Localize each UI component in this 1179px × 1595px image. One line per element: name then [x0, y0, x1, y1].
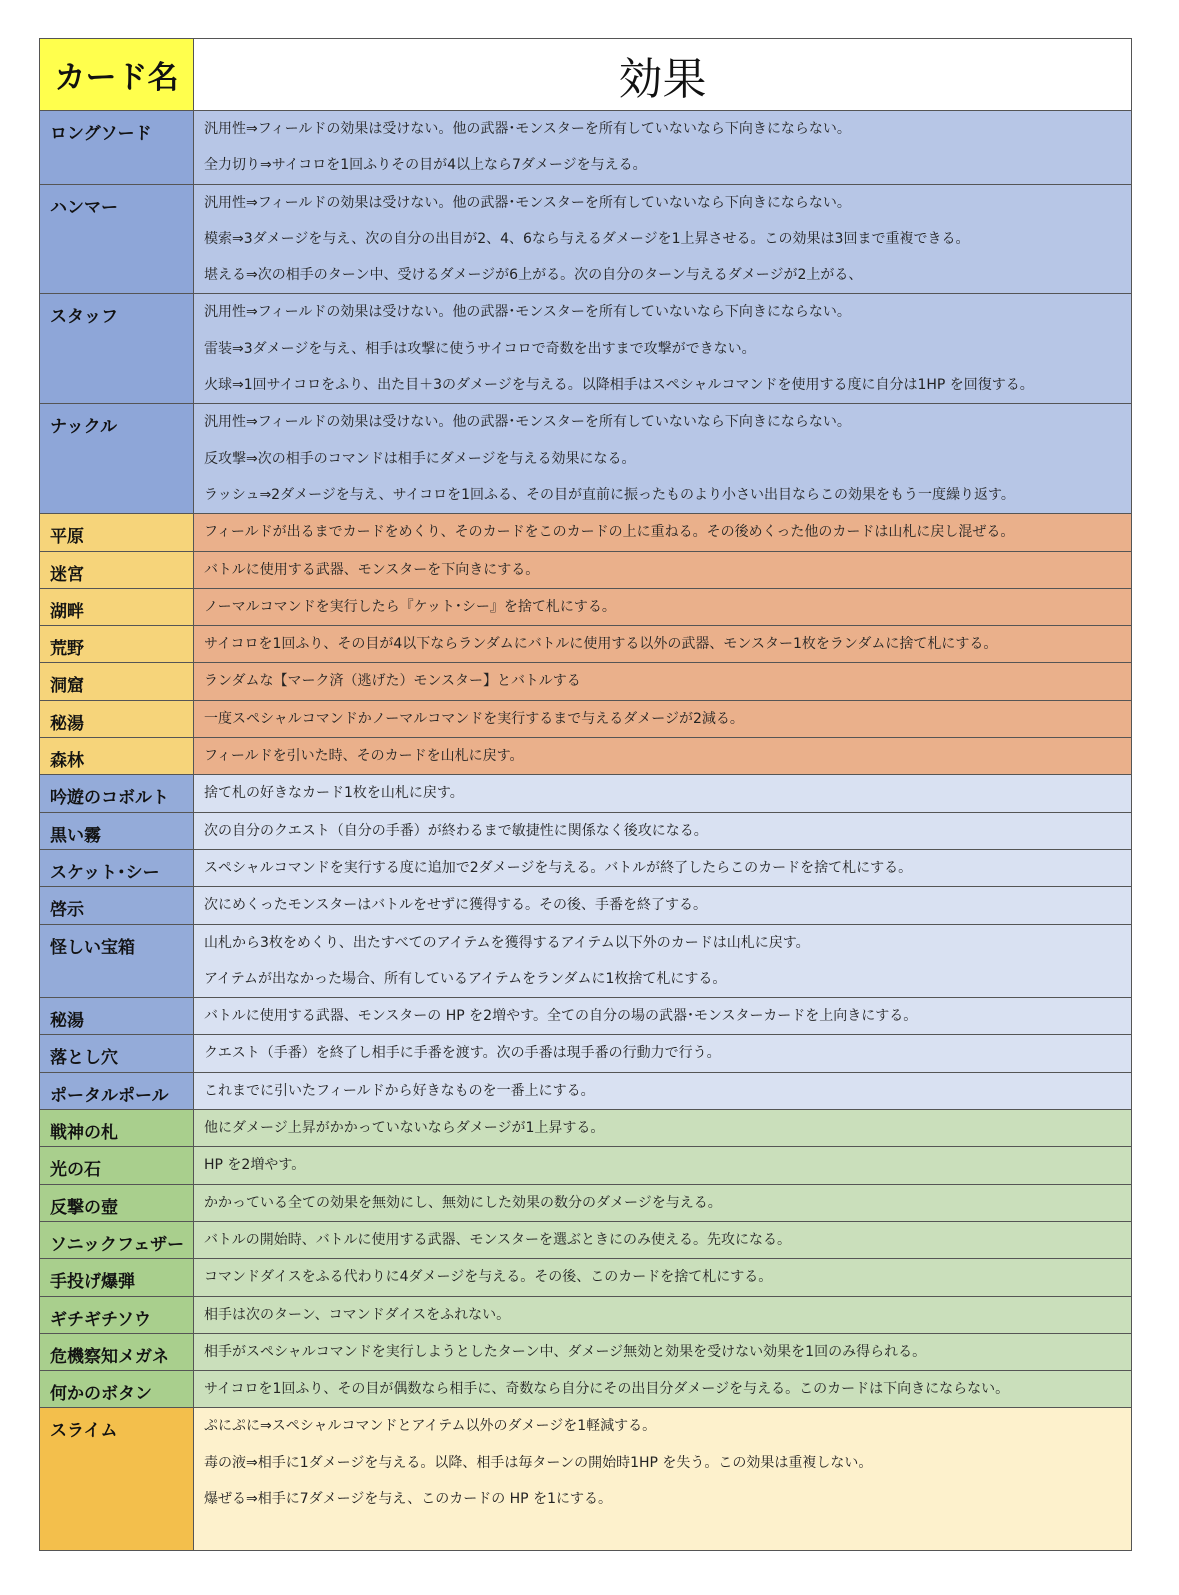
card-effect [194, 1035, 1132, 1072]
card-effect [194, 812, 1132, 849]
row-padding [204, 1517, 1131, 1550]
card-effect [194, 404, 1132, 514]
card-row [40, 1259, 1132, 1296]
effect-line: ノーマルコマンドを実行したら『ケット･シー』を捨て札にする。 [204, 598, 616, 615]
effect-line: 毒の液⇒相手に1ダメージを与える。以降、相手は毎ターンの開始時1HP を失う。この効果は重複しない。 [204, 1454, 873, 1471]
card-name: ギチギチソウ [40, 1296, 194, 1333]
card-name: 湖畔 [40, 588, 194, 625]
effect-line: 他にダメージ上昇がかかっていないならダメージが1上昇する。 [204, 1120, 605, 1137]
card-row [40, 700, 1132, 737]
effect-line: スペシャルコマンドを実行する度に追加で2ダメージを与える。バトルが終了したらこのカードを捨て札にする。 [204, 859, 913, 876]
effect-line: バトルに使用する武器、モンスターを下向きにする。 [204, 561, 540, 578]
effect-line: 汎用性⇒フィールドの効果は受けない。他の武器･モンスターを所有していないなら下向きにならない。 [204, 304, 851, 321]
card-effect [194, 1147, 1132, 1184]
card-row [40, 111, 1132, 185]
effect-line: 一度スペシャルコマンドかノーマルコマンドを実行するまで与えるダメージが2減る。 [204, 710, 744, 727]
effect-line: サイコロを1回ふり、その目が偶数なら相手に、奇数なら自分にその出目分ダメージを与える。このカードは下向きにならない。 [204, 1381, 1010, 1398]
effect-line: 山札から3枚をめくり、出たすべてのアイテムを獲得するアイテム以下外のカードは山札に戻す。 [204, 934, 810, 951]
effect-line: 火球⇒1回サイコロをふり、出た目＋3のダメージを与える。以降相手はスペシャルコマンドを使用する度に自分は1HP を回復する。 [204, 377, 1034, 394]
effect-line: バトルに使用する武器、モンスターの HP を2増やす。全ての自分の場の武器･モンスターカードを上向きにする。 [204, 1008, 918, 1025]
card-row [40, 404, 1132, 514]
effect-line: 汎用性⇒フィールドの効果は受けない。他の武器･モンスターを所有していないなら下向きにならない。 [204, 194, 851, 211]
effect-line: クエスト（手番）を終了し相手に手番を渡す。次の手番は現手番の行動力で行う。 [204, 1045, 721, 1062]
header-row [40, 39, 1132, 111]
card-row [40, 184, 1132, 294]
card-effect [194, 1408, 1132, 1551]
card-row [40, 812, 1132, 849]
card-effect [194, 1221, 1132, 1258]
effect-line: ランダムな【マーク済（逃げた）モンスター】とバトルする [204, 673, 581, 690]
card-effect [194, 1110, 1132, 1147]
effect-line: 反攻撃⇒次の相手のコマンドは相手にダメージを与える効果になる。 [204, 450, 636, 467]
card-row [40, 1035, 1132, 1072]
card-effect [194, 1072, 1132, 1109]
card-name: 洞窟 [40, 663, 194, 700]
card-row [40, 514, 1132, 551]
effect-line: 全力切り⇒サイコロを1回ふりその目が4以上なら7ダメージを与える。 [204, 157, 647, 174]
card-row [40, 1371, 1132, 1408]
card-effect [194, 588, 1132, 625]
card-effect [194, 626, 1132, 663]
card-row [40, 738, 1132, 775]
effect-line: かかっている全ての効果を無効にし、無効にした効果の数分のダメージを与える。 [204, 1194, 722, 1211]
effect-line: サイコロを1回ふり、その目が4以下ならランダムにバトルに使用する以外の武器、モンスター1枚をランダムに捨て札にする。 [204, 636, 998, 653]
card-effect [194, 1259, 1132, 1296]
card-effect [194, 738, 1132, 775]
card-name: 危機察知メガネ [40, 1333, 194, 1370]
card-row [40, 663, 1132, 700]
effect-line: 次の自分のクエスト（自分の手番）が終わるまで敏捷性に関係なく後攻になる。 [204, 822, 708, 839]
card-effect [194, 998, 1132, 1035]
effect-line: 汎用性⇒フィールドの効果は受けない。他の武器･モンスターを所有していないなら下向きにならない。 [204, 414, 851, 431]
card-row [40, 887, 1132, 924]
effect-line: ラッシュ⇒2ダメージを与え、サイコロを1回ふる、その目が直前に振ったものより小さい出目ならこの効果をもう一度繰り返す。 [204, 486, 1015, 503]
card-name: ハンマー [40, 184, 194, 294]
effect-line: フィールドが出るまでカードをめくり、そのカードをこのカードの上に重ねる。その後めくった他のカードは山札に戻し混ぜる。 [204, 524, 1015, 541]
card-name: 迷宮 [40, 551, 194, 588]
card-row [40, 1072, 1132, 1109]
card-name: スタッフ [40, 294, 194, 404]
card-row [40, 551, 1132, 588]
card-name-header: カード名 [40, 39, 194, 111]
card-effect [194, 1184, 1132, 1221]
card-effect [194, 775, 1132, 812]
card-effect [194, 1333, 1132, 1370]
effect-line: 堪える⇒次の相手のターン中、受けるダメージが6上がる。次の自分のターン与えるダメージが2上がる、 [204, 267, 863, 284]
card-name: ロングソード [40, 111, 194, 185]
effect-line: 模索⇒3ダメージを与え、次の自分の出目が2、4、6なら与えるダメージを1上昇させる。この効果は3回まで重複できる。 [204, 230, 970, 247]
card-row [40, 1221, 1132, 1258]
card-effect [194, 514, 1132, 551]
card-row [40, 998, 1132, 1035]
card-name: 平原 [40, 514, 194, 551]
card-name: 黒い霧 [40, 812, 194, 849]
card-row [40, 775, 1132, 812]
card-name: 荒野 [40, 626, 194, 663]
card-effect [194, 663, 1132, 700]
card-name: 怪しい宝箱 [40, 924, 194, 998]
card-row [40, 1408, 1132, 1551]
card-effect [194, 551, 1132, 588]
card-name: 戦神の札 [40, 1110, 194, 1147]
card-name: 光の石 [40, 1147, 194, 1184]
card-name: 手投げ爆弾 [40, 1259, 194, 1296]
effect-header: 効果 [194, 39, 1132, 111]
card-row [40, 1296, 1132, 1333]
effect-line: 相手は次のターン、コマンドダイスをふれない。 [204, 1306, 511, 1323]
card-row [40, 1110, 1132, 1147]
card-name: 秘湯 [40, 700, 194, 737]
effect-line: 爆ぜる⇒相手に7ダメージを与え、このカードの HP を1にする。 [204, 1490, 612, 1507]
card-name: 落とし穴 [40, 1035, 194, 1072]
card-effect [194, 294, 1132, 404]
card-effect-table [39, 38, 1132, 1551]
card-list [40, 111, 1132, 1551]
card-row [40, 1184, 1132, 1221]
card-name: スライム [40, 1408, 194, 1551]
card-effect [194, 849, 1132, 886]
card-name: ポータルポール [40, 1072, 194, 1109]
card-row [40, 294, 1132, 404]
card-effect [194, 1296, 1132, 1333]
card-row [40, 924, 1132, 998]
effect-line: 汎用性⇒フィールドの効果は受けない。他の武器･モンスターを所有していないなら下向きにならない。 [204, 121, 851, 137]
card-name: ソニックフェザー [40, 1221, 194, 1258]
card-row [40, 626, 1132, 663]
effect-line: バトルの開始時、バトルに使用する武器、モンスターを選ぶときにのみ使える。先攻になる。 [204, 1231, 792, 1248]
effect-line: 相手がスペシャルコマンドを実行しようとしたターン中、ダメージ無効と効果を受けない効果を1回のみ得られる。 [204, 1343, 927, 1360]
card-effect [194, 924, 1132, 998]
effect-line: これまでに引いたフィールドから好きなものを一番上にする。 [204, 1082, 595, 1099]
card-name: ナックル [40, 404, 194, 514]
card-name: スケット･シー [40, 849, 194, 886]
card-name: 秘湯 [40, 998, 194, 1035]
card-name: 反撃の壺 [40, 1184, 194, 1221]
card-name: 啓示 [40, 887, 194, 924]
card-name: 森林 [40, 738, 194, 775]
effect-line: ぷにぷに⇒スペシャルコマンドとアイテム以外のダメージを1軽減する。 [204, 1418, 657, 1435]
card-name: 何かのボタン [40, 1371, 194, 1408]
card-effect [194, 184, 1132, 294]
effect-line: HP を2増やす。 [204, 1157, 306, 1174]
effect-line: 雷装⇒3ダメージを与え、相手は攻撃に使うサイコロで奇数を出すまで攻撃ができない。 [204, 340, 756, 357]
card-effect [194, 700, 1132, 737]
effect-line: フィールドを引いた時、そのカードを山札に戻す。 [204, 748, 524, 765]
card-name: 吟遊のコボルト [40, 775, 194, 812]
effect-line: アイテムが出なかった場合、所有しているアイテムをランダムに1枚捨て札にする。 [204, 970, 727, 987]
effect-line: 次にめくったモンスターはバトルをせずに獲得する。その後、手番を終了する。 [204, 897, 708, 914]
card-effect [194, 1371, 1132, 1408]
card-effect [194, 111, 1132, 185]
effect-line: コマンドダイスをふる代わりに4ダメージを与える。その後、このカードを捨て札にする。 [204, 1269, 773, 1286]
effect-line: 捨て札の好きなカード1枚を山札に戻す。 [204, 785, 464, 802]
card-row [40, 849, 1132, 886]
card-row [40, 1333, 1132, 1370]
card-row [40, 1147, 1132, 1184]
card-effect [194, 887, 1132, 924]
card-row [40, 588, 1132, 625]
